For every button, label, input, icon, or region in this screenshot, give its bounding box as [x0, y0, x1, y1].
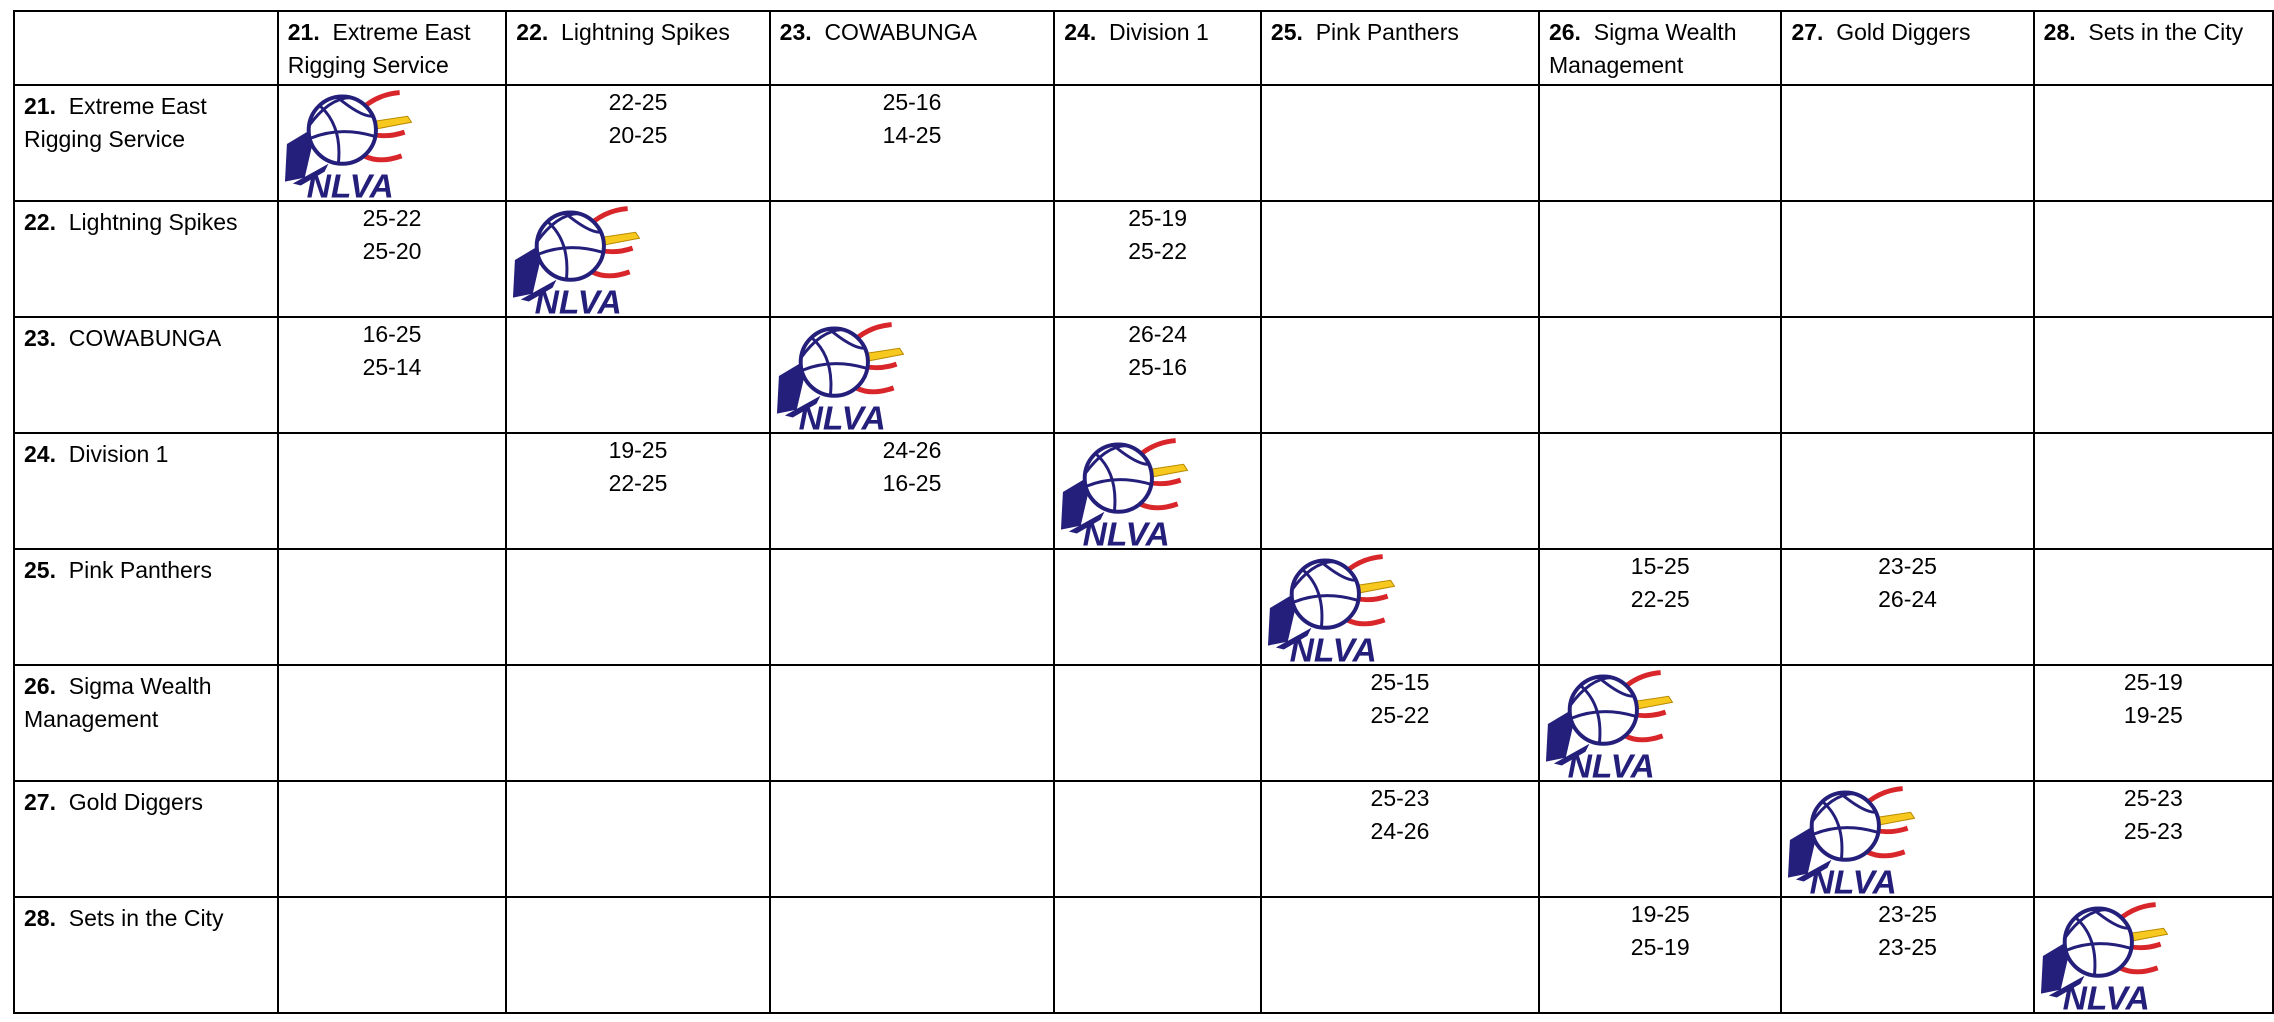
team-row: [14, 85, 2273, 201]
column-header-team-27: [1781, 11, 2033, 85]
set-score: 22-25: [1630, 586, 1690, 612]
team-number: 21.: [287, 19, 320, 45]
logo-text: NLVA: [1810, 864, 1898, 897]
logo-text: NLVA: [798, 400, 886, 433]
team-number: 28.: [2043, 19, 2076, 45]
match-score-cell: [1054, 317, 1261, 433]
set-score: 25-22: [1128, 238, 1188, 264]
set-score: 24-26: [882, 437, 942, 463]
empty-cell: [506, 317, 769, 433]
column-header-team-26: [1539, 11, 1781, 85]
team-number: 27.: [1791, 19, 1824, 45]
empty-cell: [1781, 665, 2033, 781]
self-match-logo-cell: [1539, 665, 1781, 781]
empty-cell: [1781, 201, 2033, 317]
empty-cell: [1539, 85, 1781, 201]
nlva-logo: [509, 202, 687, 317]
empty-cell: [506, 781, 769, 897]
team-number: 25.: [1270, 19, 1303, 45]
empty-cell: [1054, 665, 1261, 781]
column-header-team-25: [1261, 11, 1539, 85]
empty-cell: [770, 549, 1055, 665]
team-name: Sets in the City: [68, 905, 224, 931]
match-score-cell: [1781, 897, 2033, 1013]
empty-cell: [1539, 781, 1781, 897]
empty-cell: [1781, 85, 2033, 201]
empty-cell: [770, 665, 1055, 781]
set-score: 22-25: [608, 470, 668, 496]
team-row: [14, 897, 2273, 1013]
empty-cell: [770, 897, 1055, 1013]
self-match-logo-cell: [770, 317, 1055, 433]
logo-text: NLVA: [306, 168, 394, 201]
set-score: 20-25: [608, 122, 668, 148]
nlva-logo: [1264, 550, 1442, 665]
team-name: Lightning Spikes: [561, 19, 730, 45]
team-number: 22.: [516, 19, 549, 45]
empty-cell: [1781, 317, 2033, 433]
team-number: 23.: [779, 19, 812, 45]
match-score-cell: [1539, 897, 1781, 1013]
empty-cell: [1261, 433, 1539, 549]
empty-cell: [2034, 549, 2273, 665]
empty-cell: [1261, 85, 1539, 201]
match-score-cell: [1054, 201, 1261, 317]
set-score: 25-23: [2123, 818, 2183, 844]
team-name: COWABUNGA: [824, 19, 977, 45]
row-header-team-22: [14, 201, 278, 317]
row-header-team-23: [14, 317, 278, 433]
match-score-cell: [506, 85, 769, 201]
set-score: 22-25: [608, 89, 668, 115]
set-score: 26-24: [1878, 586, 1937, 612]
results-grid: [13, 10, 2274, 1014]
logo-text: NLVA: [534, 284, 623, 317]
team-row: [14, 201, 2273, 317]
set-score: 19-25: [2123, 702, 2183, 728]
logo-text: NLVA: [1082, 516, 1171, 549]
match-score-cell: [278, 201, 507, 317]
team-number: 24.: [24, 441, 56, 467]
set-score: 14-25: [882, 122, 942, 148]
empty-cell: [1054, 781, 1261, 897]
nlva-logo-graphic: [773, 318, 951, 433]
nlva-logo: [1784, 782, 1962, 897]
empty-cell: [278, 781, 507, 897]
empty-cell: [506, 665, 769, 781]
empty-cell: [278, 665, 507, 781]
set-score: 23-25: [1878, 553, 1937, 579]
set-score: 23-25: [1878, 901, 1937, 927]
column-header-team-23: [770, 11, 1055, 85]
set-score: 25-22: [1370, 702, 1430, 728]
self-match-logo-cell: [1781, 781, 2033, 897]
empty-cell: [2034, 433, 2273, 549]
empty-cell: [1539, 433, 1781, 549]
team-name: Lightning Spikes: [68, 209, 238, 235]
empty-cell: [1054, 549, 1261, 665]
match-score-cell: [2034, 781, 2273, 897]
team-number: 23.: [24, 325, 56, 351]
team-number: 24.: [1064, 19, 1097, 45]
row-header-team-28: [14, 897, 278, 1013]
empty-cell: [1261, 317, 1539, 433]
set-score: 16-25: [362, 321, 422, 347]
team-name: Division 1: [68, 441, 169, 467]
team-name: COWABUNGA: [68, 325, 222, 351]
row-header-team-24: [14, 433, 278, 549]
empty-cell: [2034, 317, 2273, 433]
empty-cell: [1054, 85, 1261, 201]
column-header-team-28: [2034, 11, 2273, 85]
empty-cell: [278, 433, 507, 549]
set-score: 25-23: [1370, 785, 1430, 811]
row-header-team-27: [14, 781, 278, 897]
empty-cell: [506, 897, 769, 1013]
set-score: 25-19: [1630, 934, 1690, 960]
empty-cell: [1054, 897, 1261, 1013]
empty-cell: [506, 549, 769, 665]
row-header-team-21: [14, 85, 278, 201]
nlva-logo: [1542, 666, 1720, 781]
match-score-cell: [2034, 665, 2273, 781]
set-score: 24-26: [1370, 818, 1430, 844]
set-score: 25-23: [2123, 785, 2183, 811]
set-score: 25-22: [362, 205, 422, 231]
set-score: 25-15: [1370, 669, 1430, 695]
nlva-logo: [281, 86, 459, 201]
team-name: Sigma Wealth Management: [1548, 19, 1737, 78]
team-name: Gold Diggers: [68, 789, 203, 815]
self-match-logo-cell: [1261, 549, 1539, 665]
team-row: [14, 317, 2273, 433]
empty-cell: [1539, 201, 1781, 317]
match-score-cell: [1539, 549, 1781, 665]
nlva-logo-graphic: [1057, 434, 1235, 549]
set-score: 23-25: [1878, 934, 1937, 960]
empty-cell: [770, 781, 1055, 897]
set-score: 16-25: [882, 470, 942, 496]
team-name: Gold Diggers: [1836, 19, 1971, 45]
team-name: Extreme East Rigging Service: [287, 19, 471, 78]
team-name: Sets in the City: [2088, 19, 2244, 45]
empty-cell: [1539, 317, 1781, 433]
self-match-logo-cell: [506, 201, 769, 317]
column-header-team-21: [278, 11, 507, 85]
team-number: 22.: [24, 209, 56, 235]
set-score: 15-25: [1630, 553, 1690, 579]
set-score: 25-16: [1128, 354, 1188, 380]
header-row: [14, 11, 2273, 85]
team-name: Division 1: [1109, 19, 1209, 45]
empty-cell: [1781, 433, 2033, 549]
match-score-cell: [770, 85, 1055, 201]
nlva-logo-graphic: [509, 202, 687, 317]
empty-cell: [2034, 201, 2273, 317]
self-match-logo-cell: [278, 85, 507, 201]
match-score-cell: [1261, 781, 1539, 897]
set-score: 25-19: [2123, 669, 2183, 695]
set-score: 25-19: [1128, 205, 1188, 231]
team-name: Pink Panthers: [68, 557, 212, 583]
team-number: 25.: [24, 557, 56, 583]
column-header-team-24: [1054, 11, 1261, 85]
team-number: 26.: [1548, 19, 1581, 45]
nlva-logo: [2037, 898, 2215, 1013]
match-score-cell: [1781, 549, 2033, 665]
self-match-logo-cell: [1054, 433, 1261, 549]
empty-cell: [1261, 201, 1539, 317]
team-name: Pink Panthers: [1315, 19, 1459, 45]
set-score: 19-25: [1630, 901, 1690, 927]
logo-text: NLVA: [2062, 980, 2150, 1013]
empty-cell: [1261, 897, 1539, 1013]
self-match-logo-cell: [2034, 897, 2273, 1013]
team-number: 28.: [24, 905, 56, 931]
nlva-logo: [1057, 434, 1235, 549]
empty-cell: [2034, 85, 2273, 201]
logo-text: NLVA: [1289, 632, 1377, 665]
match-score-cell: [770, 433, 1055, 549]
set-score: 25-14: [362, 354, 422, 380]
nlva-logo-graphic: [1264, 550, 1442, 665]
set-score: 19-25: [608, 437, 668, 463]
nlva-logo-graphic: [2037, 898, 2215, 1013]
column-header-team-22: [506, 11, 769, 85]
corner-cell: [14, 11, 278, 85]
match-score-cell: [278, 317, 507, 433]
row-header-team-26: [14, 665, 278, 781]
set-score: 26-24: [1128, 321, 1188, 347]
team-number: 27.: [24, 789, 56, 815]
row-header-team-25: [14, 549, 278, 665]
match-score-cell: [1261, 665, 1539, 781]
team-row: [14, 665, 2273, 781]
empty-cell: [278, 897, 507, 1013]
nlva-logo-graphic: [1784, 782, 1962, 897]
team-row: [14, 781, 2273, 897]
nlva-logo-graphic: [1542, 666, 1720, 781]
team-row: [14, 549, 2273, 665]
team-number: 26.: [24, 673, 56, 699]
empty-cell: [278, 549, 507, 665]
nlva-logo-graphic: [281, 86, 459, 201]
set-score: 25-20: [362, 238, 422, 264]
match-score-cell: [506, 433, 769, 549]
team-name: Sigma Wealth Management: [24, 673, 212, 732]
logo-text: NLVA: [1567, 748, 1655, 781]
team-name: Extreme East Rigging Service: [24, 93, 207, 152]
set-score: 25-16: [882, 89, 942, 115]
team-number: 21.: [24, 93, 56, 119]
empty-cell: [770, 201, 1055, 317]
team-row: [14, 433, 2273, 549]
nlva-logo: [773, 318, 951, 433]
